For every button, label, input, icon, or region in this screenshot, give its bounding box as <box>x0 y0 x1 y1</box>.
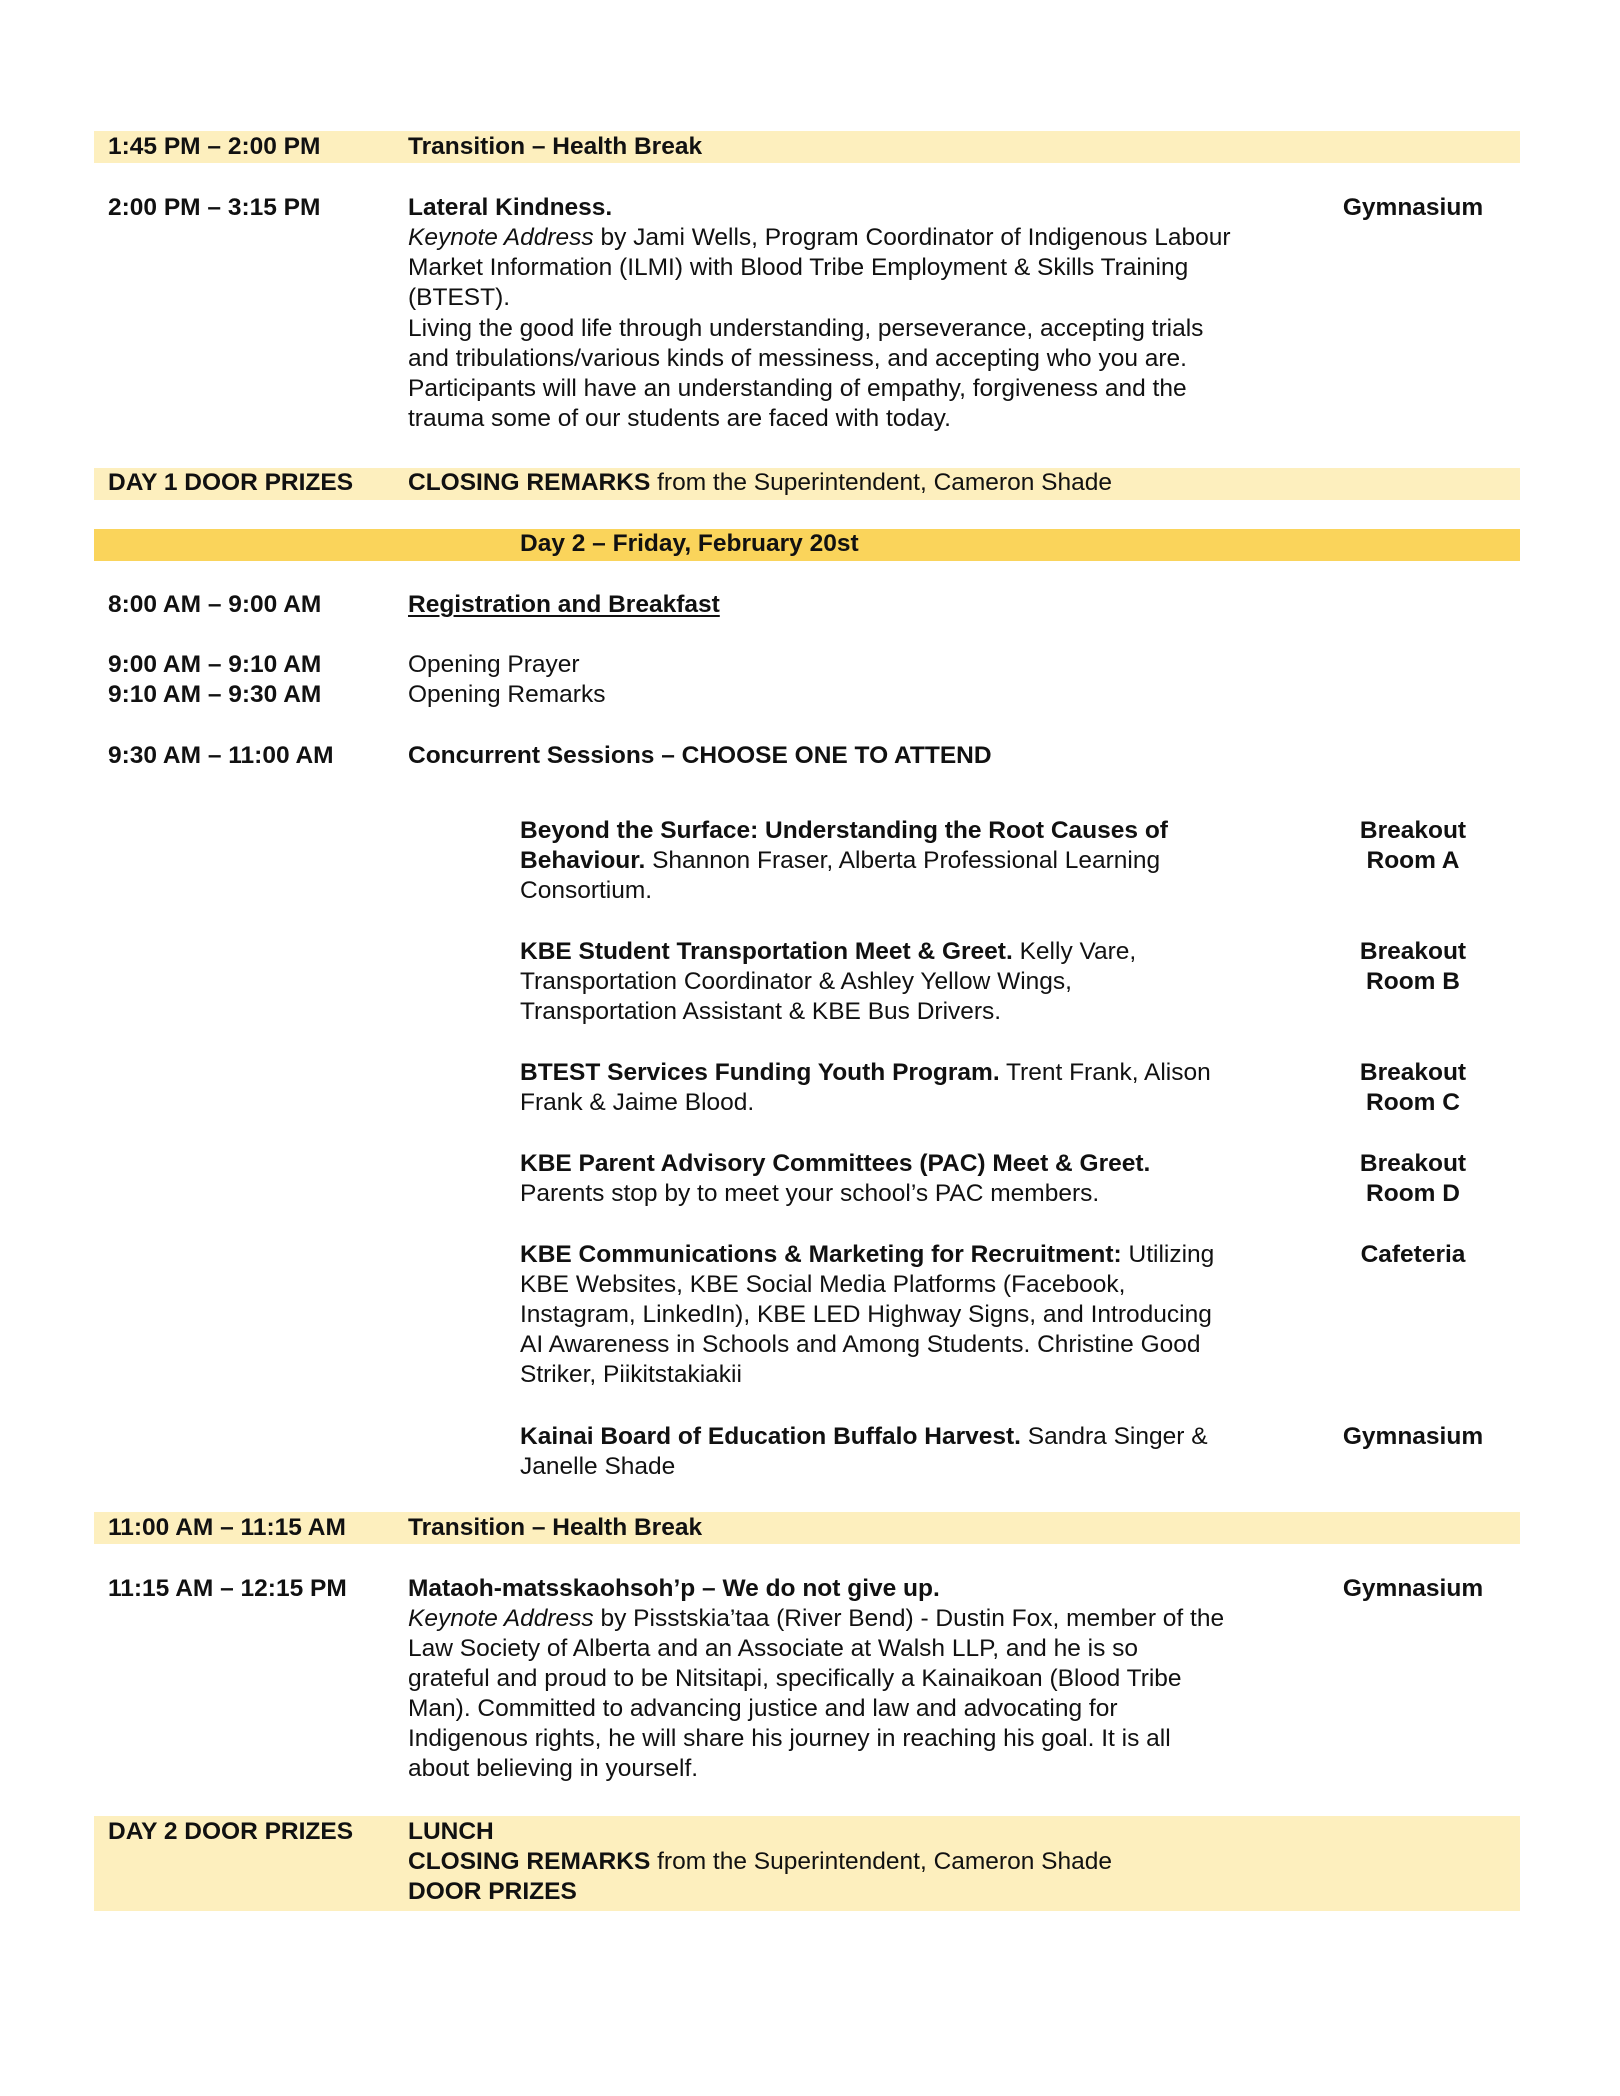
session-room: Breakout <box>1359 938 1467 965</box>
concurrent-title: Concurrent Sessions – CHOOSE ONE TO ATTEND <box>408 742 992 769</box>
keynote1-room: Gymnasium <box>1342 194 1484 221</box>
session-room: Room B <box>1366 968 1460 995</box>
break2-time: 11:00 AM – 11:15 AM <box>108 1514 346 1541</box>
session-line: KBE Communications & Marketing for Recruitment: Utilizing <box>520 1241 1215 1268</box>
session-line: KBE Student Transportation Meet & Greet. Kelly Vare, <box>520 938 1137 965</box>
day2-lunch: LUNCH <box>408 1818 494 1845</box>
keynote2-line: about believing in yourself. <box>408 1755 699 1782</box>
session-room: Cafeteria <box>1360 1241 1466 1268</box>
session-line: AI Awareness in Schools and Among Students. Christine Good <box>520 1331 1201 1358</box>
keynote1-time: 2:00 PM – 3:15 PM <box>108 194 321 221</box>
registration-title: Registration and Breakfast <box>408 591 720 618</box>
session-line: Instagram, LinkedIn), KBE LED Highway Signs, and Introducing <box>520 1301 1212 1328</box>
keynote2-line: Man). Committed to advancing justice and law and advocating for <box>408 1695 1118 1722</box>
prayer-title: Opening Prayer <box>408 651 580 678</box>
session-line: Beyond the Surface: Understanding the Root Causes of <box>520 817 1168 844</box>
session-room: Gymnasium <box>1342 1423 1484 1450</box>
day1-closing-remarks: CLOSING REMARKS from the Superintendent, Cameron Shade <box>408 469 1112 496</box>
session-room: Room D <box>1366 1180 1460 1207</box>
day2-door-prizes-item: DOOR PRIZES <box>408 1878 577 1905</box>
break1-title: Transition – Health Break <box>408 133 703 160</box>
keynote1-title: Lateral Kindness. <box>408 194 613 221</box>
keynote1-line: and tribulations/various kinds of messiness, and accepting who you are. <box>408 345 1187 372</box>
break2-title: Transition – Health Break <box>408 1514 703 1541</box>
day2-heading: Day 2 – Friday, February 20st <box>520 530 859 557</box>
keynote2-room: Gymnasium <box>1342 1575 1484 1602</box>
keynote1-line: Keynote Address by Jami Wells, Program Coordinator of Indigenous Labour <box>408 224 1231 251</box>
session-line: Consortium. <box>520 877 653 904</box>
keynote1-line: (BTEST). <box>408 284 511 311</box>
keynote2-time: 11:15 AM – 12:15 PM <box>108 1575 347 1602</box>
session-room: Breakout <box>1359 1150 1467 1177</box>
keynote1-line: trauma some of our students are faced with today. <box>408 405 951 432</box>
session-line: BTEST Services Funding Youth Program. Trent Frank, Alison <box>520 1059 1211 1086</box>
session-line: KBE Parent Advisory Committees (PAC) Meet & Greet. <box>520 1150 1151 1177</box>
keynote1-line: Participants will have an understanding of empathy, forgiveness and the <box>408 375 1187 402</box>
session-line: Striker, Piikitstakiakii <box>520 1361 742 1388</box>
prayer-time: 9:00 AM – 9:10 AM <box>108 651 322 678</box>
keynote2-line: Indigenous rights, he will share his journey in reaching his goal. It is all <box>408 1725 1171 1752</box>
session-line: KBE Websites, KBE Social Media Platforms (Facebook, <box>520 1271 1126 1298</box>
break1-time: 1:45 PM – 2:00 PM <box>108 133 321 160</box>
session-line: Transportation Coordinator & Ashley Yellow Wings, <box>520 968 1072 995</box>
concurrent-time: 9:30 AM – 11:00 AM <box>108 742 334 769</box>
keynote2-line: Keynote Address by Pisstskia’taa (River Bend) - Dustin Fox, member of the <box>408 1605 1225 1632</box>
remarks-time: 9:10 AM – 9:30 AM <box>108 681 322 708</box>
session-line: Behaviour. Shannon Fraser, Alberta Professional Learning <box>520 847 1161 874</box>
keynote2-line: grateful and proud to be Nitsitapi, specifically a Kainaikoan (Blood Tribe <box>408 1665 1182 1692</box>
remarks-title: Opening Remarks <box>408 681 606 708</box>
session-line: Kainai Board of Education Buffalo Harvest. Sandra Singer & <box>520 1423 1208 1450</box>
session-line: Transportation Assistant & KBE Bus Drivers. <box>520 998 1002 1025</box>
day2-door-prizes: DAY 2 DOOR PRIZES <box>108 1818 354 1845</box>
day2-closing-remarks: CLOSING REMARKS from the Superintendent, Cameron Shade <box>408 1848 1112 1875</box>
session-room: Room C <box>1366 1089 1460 1116</box>
session-line: Parents stop by to meet your school’s PAC members. <box>520 1180 1100 1207</box>
session-room: Breakout <box>1359 817 1467 844</box>
session-room: Breakout <box>1359 1059 1467 1086</box>
keynote1-line: Living the good life through understanding, perseverance, accepting trials <box>408 315 1204 342</box>
registration-time: 8:00 AM – 9:00 AM <box>108 591 322 618</box>
keynote2-title: Mataoh-matsskaohsoh’p – We do not give up. <box>408 1575 940 1602</box>
session-line: Janelle Shade <box>520 1453 676 1480</box>
day1-door-prizes: DAY 1 DOOR PRIZES <box>108 469 354 496</box>
keynote1-line: Market Information (ILMI) with Blood Tribe Employment & Skills Training <box>408 254 1189 281</box>
keynote2-line: Law Society of Alberta and an Associate at Walsh LLP, and he is so <box>408 1635 1139 1662</box>
session-line: Frank & Jaime Blood. <box>520 1089 755 1116</box>
session-room: Room A <box>1366 847 1460 874</box>
